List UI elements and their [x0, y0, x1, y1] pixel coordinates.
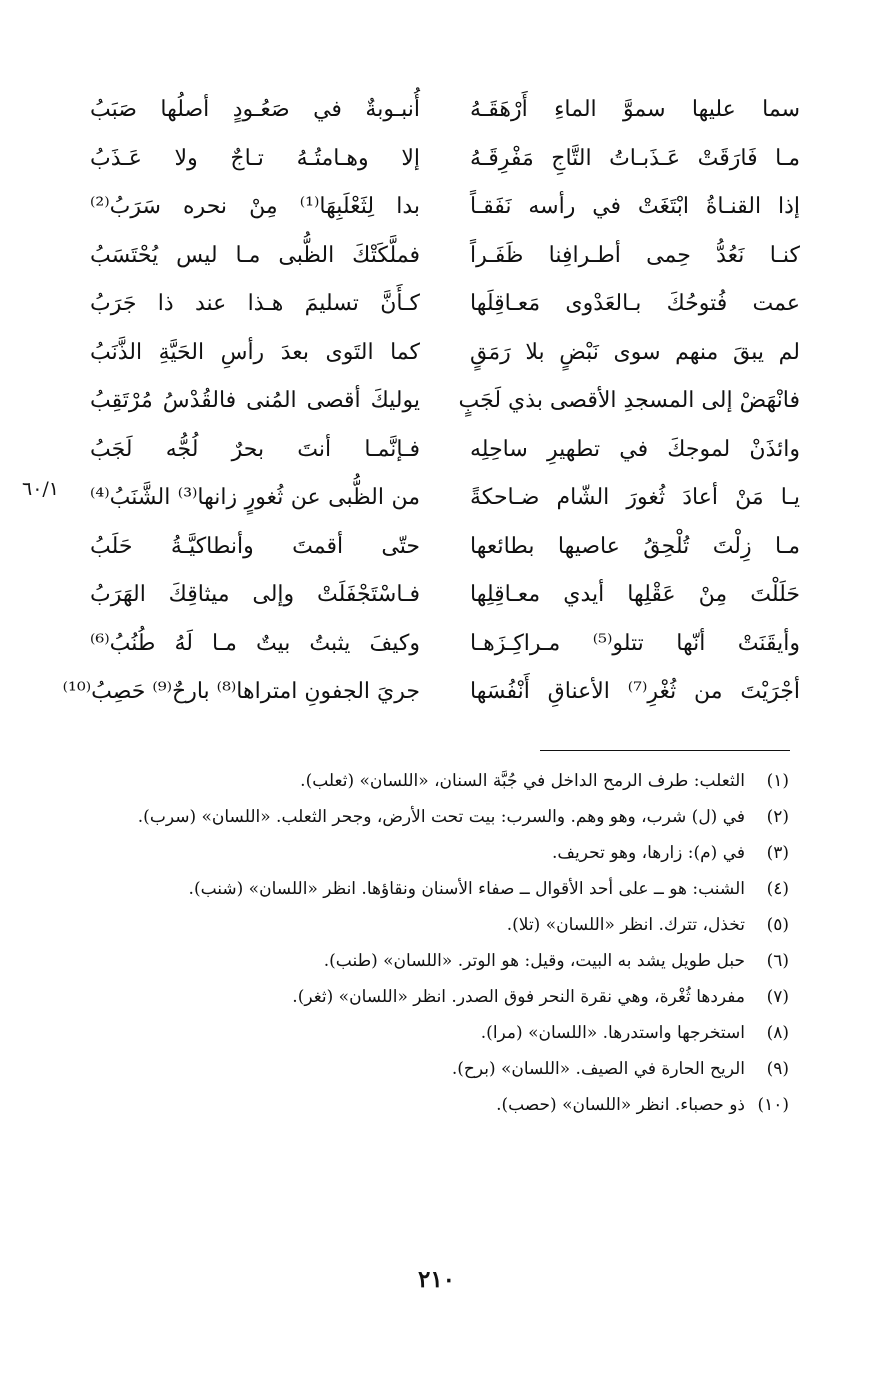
- footnote-number: (٦): [766, 951, 789, 971]
- verse-hemistich: من الظُّبى عن ثُغورٍ زانها⁽³⁾ الشَّنَبُ⁽⁴⁾: [90, 485, 420, 510]
- footnote-text: تخذل، تترك. انظر «اللسان» (تلا).: [506, 915, 745, 935]
- footnote: [69, 840, 789, 866]
- verse-hemistich: إلا وهـامتُـهُ تـاجٌ ولا عَـذَبُ: [90, 145, 420, 171]
- verse-hemistich: فـإنَّمـا أنتَ بحرٌ لُجُّه لَجَبُ: [90, 436, 420, 462]
- footnote-text: ذو حصباء. انظر «اللسان» (حصب).: [496, 1095, 745, 1115]
- footnote-text: في (ل) شرب، وهو وهم. والسرب: بيت تحت الأرض، وجحر الثعلب. «اللسان» (سرب).: [137, 807, 745, 827]
- verse-hemistich: فملَّكَتْكَ الظُّبى مـا ليس يُحْتَسَبُ: [90, 242, 420, 268]
- verse-hemistich: وائذَنْ لموجكَ في تطهيرِ ساحِلِه: [470, 436, 800, 462]
- footnote: [69, 768, 789, 794]
- footnote-text: في (م): زارها، وهو تحريف.: [552, 843, 745, 863]
- verse-hemistich: كـأَنَّ تسليمَ هـذا عند ذا جَرَبُ: [90, 291, 420, 316]
- verse-hemistich: أجْرَيْتَ من ثُغْرِ⁽⁷⁾ الأعناقِ أَنْفُسَها: [470, 679, 800, 704]
- footnote: [69, 1092, 789, 1118]
- verse-hemistich: يـا مَنْ أعادَ ثُغورَ الشّام ضـاحكةً: [470, 485, 800, 510]
- footnote-number: (٩): [766, 1059, 789, 1079]
- footnote-number: (٤): [766, 879, 789, 899]
- footnote-number: (١٠): [757, 1095, 789, 1115]
- footnote: [69, 804, 789, 830]
- verse-hemistich: إذا القنـاةُ ابْتَغَتْ في رأسه نَفَقـاً: [470, 194, 800, 219]
- footnote-number: (١): [766, 771, 789, 791]
- verse-hemistich: حَلَلْتَ مِنْ عَقْلِها أيدي معـاقِلِها: [470, 582, 800, 607]
- footnote-text: الثعلب: طرف الرمح الداخل في جُبَّة السنان، «اللسان» (ثعلب).: [300, 771, 745, 791]
- footnote-text: الريح الحارة في الصيف. «اللسان» (برح).: [451, 1059, 745, 1079]
- verse-hemistich: مـا زِلْتَ تُلْحِقُ عاصيها بطائعها: [470, 533, 800, 559]
- footnote-number: (٣): [766, 843, 789, 863]
- footnote-number: (٧): [766, 987, 789, 1007]
- verse-hemistich: جريَ الجفونِ امتراها⁽⁸⁾ بارحٌ⁽⁹⁾ حَصِبُ⁽¹⁰⁾: [62, 679, 420, 704]
- footnote-separator: [540, 750, 790, 751]
- verse-hemistich: حتّى أقمتَ وأنطاكيَّـةُ حَلَبُ: [90, 533, 420, 559]
- verse-hemistich: وأيقَنَتْ أنّها تتلو⁽⁵⁾ مـراكِـزَهـا: [470, 630, 801, 656]
- footnote: [69, 1020, 789, 1046]
- verse-hemistich: فانْهَضْ إلى المسجدِ الأقصى بذي لَجَبٍ: [458, 388, 800, 413]
- verse-hemistich: فـاسْتَجْفَلَتْ وإلى ميثاقِكَ الهَرَبُ: [90, 582, 420, 607]
- footnote: [69, 912, 789, 938]
- verse-hemistich: مـا فَارَقَتْ عَـذَبـاتُ التَّاجِ مَفْرِقَـهُ: [470, 145, 800, 171]
- footnote-text: استخرجها واستدرها. «اللسان» (مرا).: [480, 1023, 745, 1043]
- footnote-number: (٨): [766, 1023, 789, 1043]
- verse-hemistich: سما عليها سموَّ الماءِ أَرْهَقَـهُ: [470, 97, 800, 122]
- verse-hemistich: وكيفَ يثبتُ بيتٌ مـا لَهُ طُنُبُ⁽⁶⁾: [90, 630, 420, 656]
- footnotes: [69, 768, 789, 1128]
- poem-second-hemistichs: [62, 86, 420, 717]
- verse-number-marker: ٦٠/١: [22, 478, 60, 500]
- verse-hemistich: بدا لِثَعْلَبِهَا⁽¹⁾ مِنْ نحره سَرَبُ⁽²⁾: [90, 194, 420, 219]
- verse-hemistich: كنـا نَعُدُّ حِمى أطـرافِنا ظَفَـراً: [470, 242, 800, 268]
- footnote-text: حبل طويل يشد به البيت، وقيل: هو الوتر. «اللسان» (طنب).: [323, 951, 745, 971]
- verse-hemistich: كما التَوى بعدَ رأسِ الحَيَّةِ الذَّنَبُ: [90, 339, 420, 365]
- page-number: ٢١٠: [417, 1266, 456, 1293]
- poem: [62, 86, 801, 706]
- footnote: [69, 948, 789, 974]
- poem-first-hemistichs: [458, 86, 801, 717]
- footnote: [69, 876, 789, 902]
- footnote: [69, 984, 789, 1010]
- footnote-text: مفردها ثُغْرة، وهي نقرة النحر فوق الصدر. انظر «اللسان» (ثغر).: [292, 987, 745, 1007]
- verse-hemistich: عمت فُتوحُكَ بـالعَدْوى مَعـاقِلَها: [470, 291, 800, 316]
- footnote-text: الشنب: هو ــ على أحد الأقوال ــ صفاء الأسنان ونقاؤها. انظر «اللسان» (شنب).: [188, 879, 745, 899]
- verse-hemistich: لم يبقَ منهم سوى نَبْضٍ بلا رَمَقٍ: [470, 339, 800, 365]
- footnote-number: (٥): [766, 915, 789, 935]
- verse-hemistich: أُنبـوبةٌ في صَعُـودٍ أصلُها صَبَبُ: [90, 97, 420, 122]
- footnote-number: (٢): [766, 807, 789, 827]
- footnote: [69, 1056, 789, 1082]
- verse-hemistich: يوليكَ أقصى المُنى فالقُدْسُ مُرْتَقِبُ: [90, 388, 420, 413]
